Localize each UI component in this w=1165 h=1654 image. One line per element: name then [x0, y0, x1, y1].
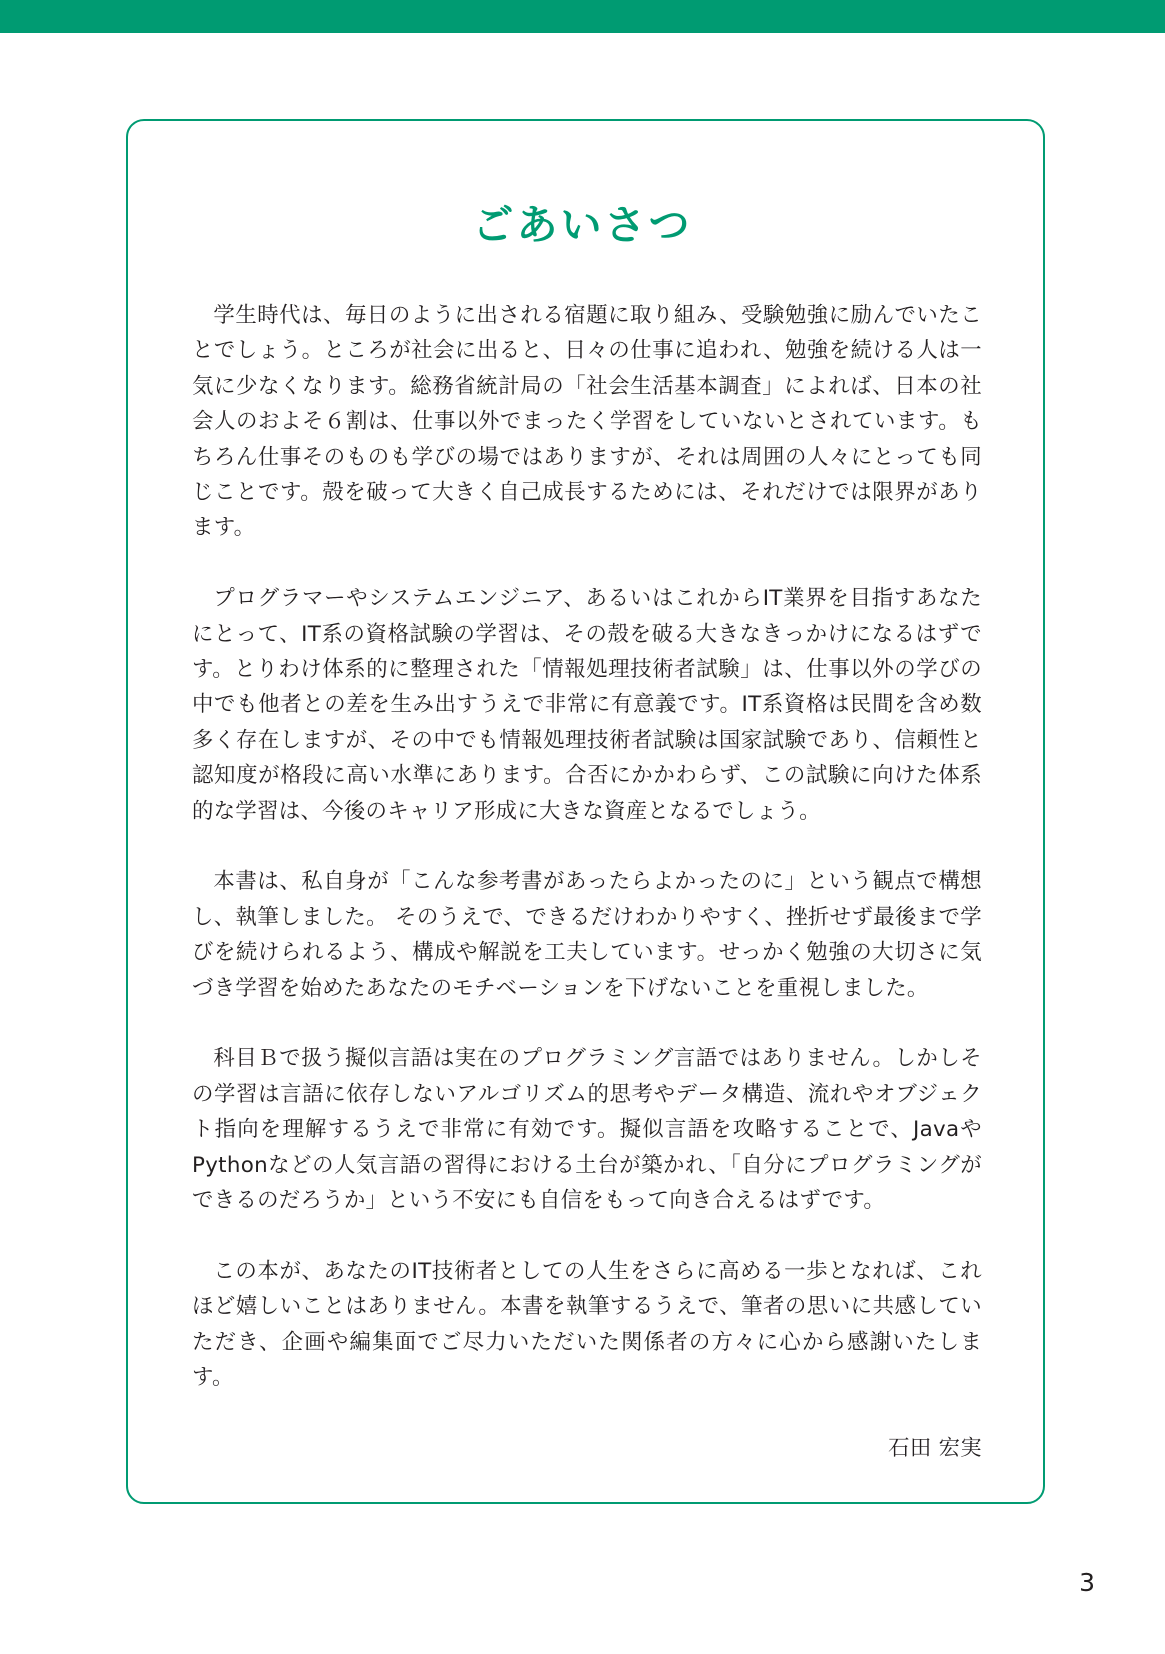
top-accent-bar	[0, 0, 1165, 33]
paragraph-5: この本が、あなたのIT技術者としての人生をさらに高める一歩となれば、これほど嬉しいことはありません。本書を執筆するうえで、筆者の思いに共感していただき、企画や編集面でご尽力いただいた関係者の方々に心から感謝いたします。	[192, 1258, 982, 1391]
page-number: 3	[1079, 1568, 1095, 1597]
paragraph-1: 学生時代は、毎日のように出される宿題に取り組み、受験勉強に励んでいたことでしょう。ところが社会に出ると、日々の仕事に追われ、勉強を続ける人は一気に少なくなります。総務省統計局の「社会生活基本調査」によれば、日本の社会人のおよそ６割は、仕事以外でまったく学習をしていないとされています。もちろん仕事そのものも学びの場ではありますが、それは周囲の人々にとっても同じことです。殻を破って大きく自己成長するためには、それだけでは限界があります。	[192, 303, 982, 541]
page-title: ごあいさつ	[472, 201, 693, 249]
paragraph-2: プログラマーやシステムエンジニア、あるいはこれからIT業界を目指すあなたにとって、IT系の資格試験の学習は、その殻を破る大きなきっかけになるはずです。とりわけ体系的に整理された「情報処理技術者試験」は、仕事以外の学びの中でも他者との差を生み出すうえで非常に有意義です。IT系資格は民間を含め数多く存在しますが、その中でも情報処理技術者試験は国家試験であり、信頼性と認知度が格段に高い水準にあります。合否にかかわらず、この試験に向けた体系的な学習は、今後のキャリア形成に大きな資産となるでしょう。	[192, 586, 982, 824]
author-signature: 石田 宏実	[888, 1435, 982, 1461]
paragraph-4: 科目Ｂで扱う擬似言語は実在のプログラミング言語ではありません。しかしその学習は言語に依存しないアルゴリズム的思考やデータ構造、流れやオブジェクト指向を理解するうえで非常に有効です。擬似言語を攻略することで、JavaやPythonなどの人気言語の習得における土台が築かれ、「自分にプログラミングができるのだろうか」という不安にも自信をもって向き合えるはずです。	[192, 1046, 982, 1214]
paragraph-3: 本書は、私自身が「こんな参考書があったらよかったのに」という観点で構想し、執筆しました。 そのうえで、できるだけわかりやすく、挫折せず最後まで学びを続けられるよう、構成や解説を工夫しています。せっかく勉強の大切さに気づき学習を始めたあなたのモチベーションを下げないことを重視しました。	[192, 869, 982, 1001]
body-text	[192, 298, 982, 1466]
